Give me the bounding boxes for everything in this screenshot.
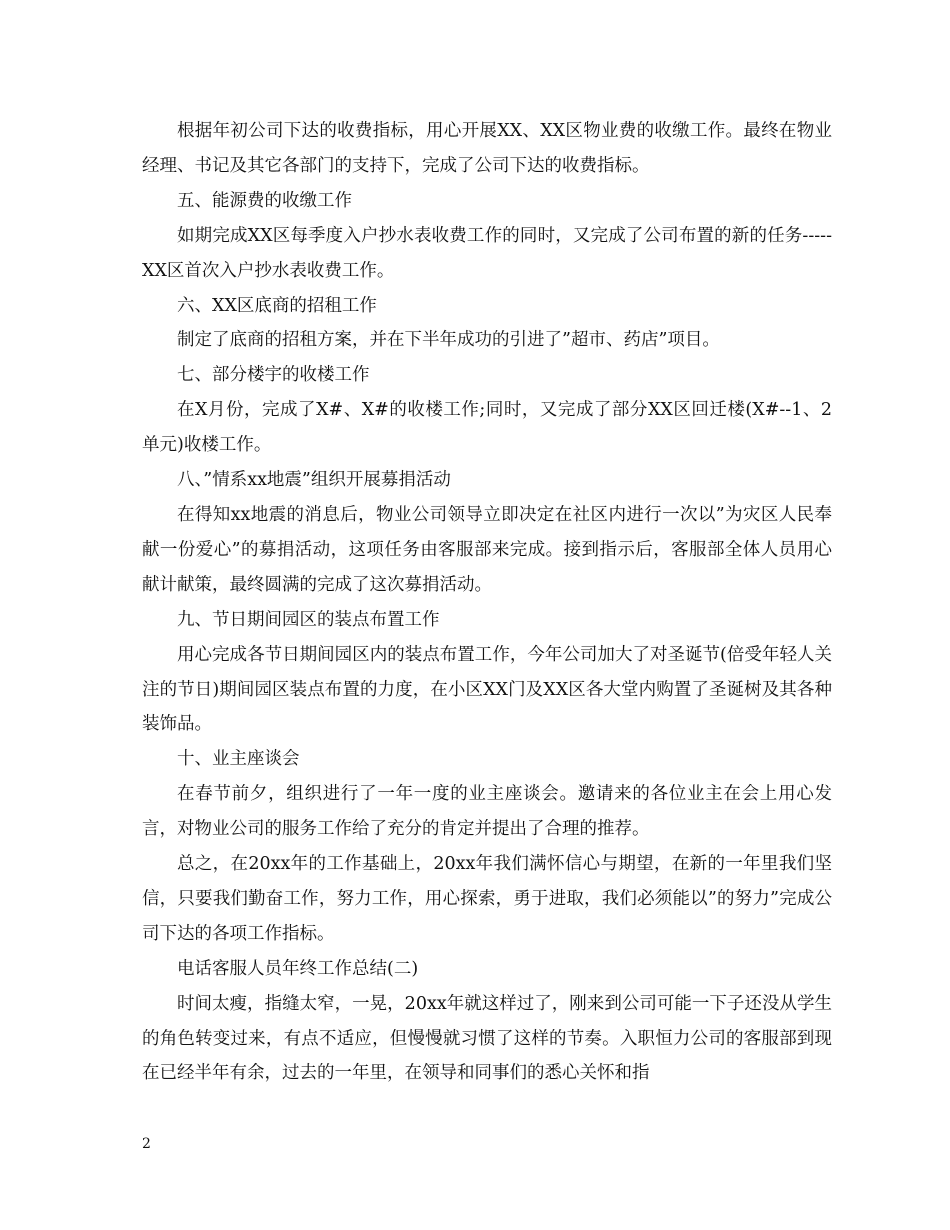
paragraph-energy-fee: 如期完成XX区每季度入户抄水表收费工作的同时，又完成了公司布置的新的任务-----XX区首次入户抄水表收费工作。 — [142, 225, 832, 281]
paragraph-conclusion: 总之，在20xx年的工作基础上，20xx年我们满怀信心与期望，在新的一年里我们坚信，只要我们勤奋工作，努力工作，用心探索，勇于进取，我们必须能以”的努力”完成公司下达的各项工作指标。 — [142, 854, 832, 944]
heading-energy-fee: 五、能源费的收缴工作 — [177, 190, 352, 211]
heading-shop-leasing: 六、XX区底商的招租工作 — [177, 295, 377, 316]
heading-building-handover: 七、部分楼宇的收楼工作 — [177, 365, 370, 386]
paragraph-fee-collection: 根据年初公司下达的收费指标，用心开展XX、XX区物业费的收缴工作。最终在物业经理、书记及其它各部门的支持下，完成了公司下达的收费指标。 — [142, 121, 832, 176]
paragraph-shop-leasing: 制定了底商的招租方案，并在下半年成功的引进了”超市、药店”项目。 — [177, 330, 720, 351]
page-number: 2 — [142, 1136, 151, 1152]
heading-earthquake-donation: 八、”情系xx地震”组织开展募捐活动 — [177, 470, 451, 491]
heading-holiday-decoration: 九、节日期间园区的装点布置工作 — [177, 609, 440, 630]
paragraph-holiday-decoration: 用心完成各节日期间园区内的装点布置工作，今年公司加大了对圣诞节(倍受年轻人关注的节日)期间园区装点布置的力度，在小区XX门及XX区各大堂内购置了圣诞树及其各种装饰品。 — [142, 644, 832, 735]
paragraph-owner-meeting: 在春节前夕，组织进行了一年一度的业主座谈会。邀请来的各位业主在会上用心发言，对物业公司的服务工作给了充分的肯定并提出了合理的推荐。 — [142, 784, 832, 840]
paragraph-earthquake-donation: 在得知xx地震的消息后，物业公司领导立即决定在社区内进行一次以”为灾区人民奉献一份爱心”的募捐活动，这项任务由客服部来完成。接到指示后，客服部全体人员用心献计献策，最终圆满的完成了这次募捐活动。 — [142, 504, 832, 595]
paragraph-building-handover: 在X月份，完成了X#、X#的收楼工作;同时，又完成了部分XX区回迁楼(X#--1、2单元)收楼工作。 — [142, 400, 832, 456]
heading-owner-meeting: 十、业主座谈会 — [177, 749, 300, 770]
heading-summary-two: 电话客服人员年终工作总结(二) — [177, 958, 419, 979]
document-body — [142, 114, 832, 1091]
paragraph-summary-two-intro: 时间太瘦，指缝太窄，一晃，20xx年就这样过了，刚来到公司可能一下子还没从学生的角色转变过来，有点不适应，但慢慢就习惯了这样的节奏。入职恒力公司的客服部到现在已经半年有余，过去的一年里，在领导和同事们的悉心关怀和指 — [142, 993, 832, 1084]
